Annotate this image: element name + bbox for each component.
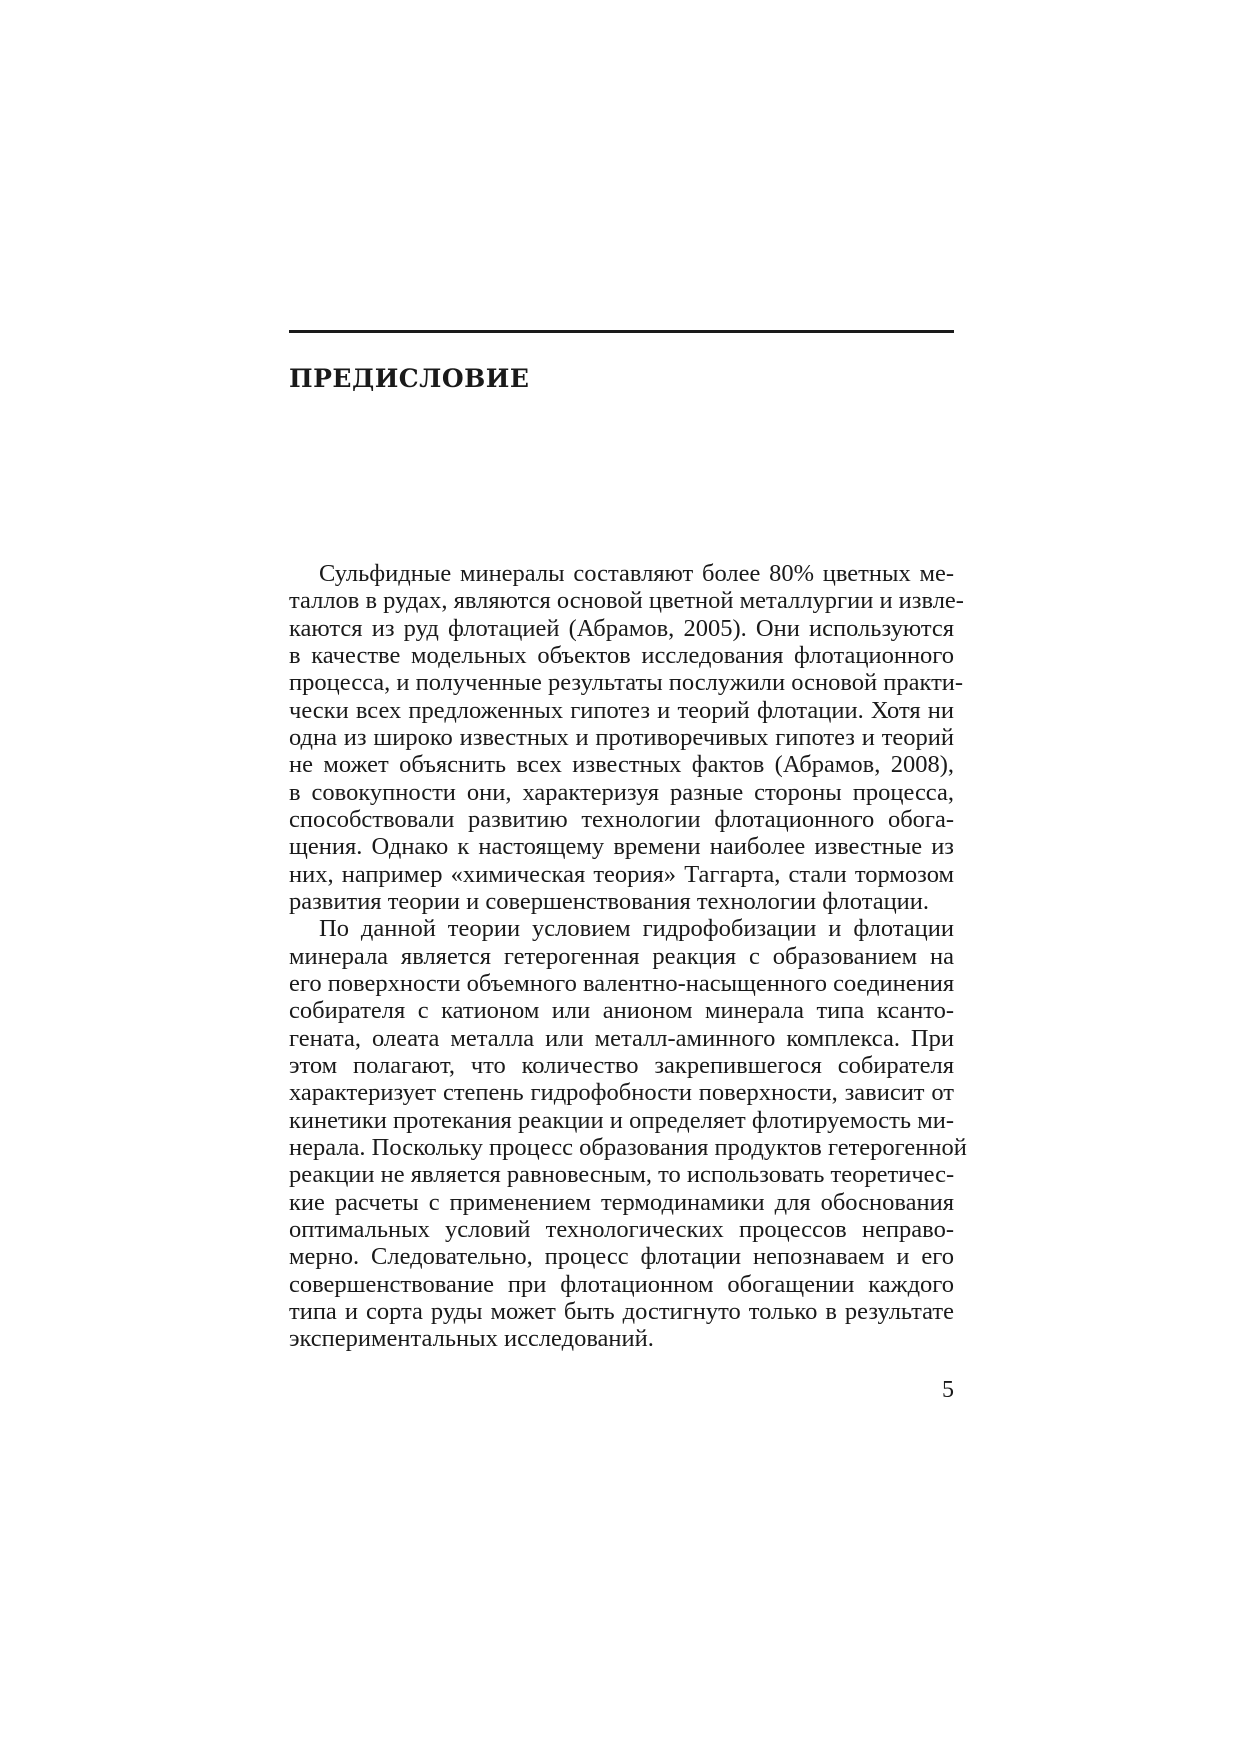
text-line: процесса, и полученные результаты послужили основой практи- — [289, 669, 964, 697]
text-line: гената, олеата металла или металл-аминного комплекса. При — [289, 1024, 954, 1052]
text-line: кие расчеты с применением термодинамики для обоснования — [289, 1188, 954, 1216]
text-line: экспериментальных исследований. — [289, 1325, 654, 1353]
text-line: реакции не является равновесным, то использовать теоретичес- — [289, 1161, 955, 1189]
text-line: минерала является гетерогенная реакция с образованием на — [289, 942, 954, 970]
page-number: 5 — [942, 1377, 954, 1403]
text-line: в качестве модельных объектов исследования флотационного — [289, 641, 954, 669]
text-line: них, например «химическая теория» Таггарта, стали тормозом — [289, 860, 954, 888]
text-line: его поверхности объемного валентно-насыщенного соединения — [289, 969, 955, 997]
text-line: каются из руд флотацией (Абрамов, 2005). Они используются — [289, 614, 954, 642]
body-text — [289, 560, 967, 1353]
text-line: оптимальных условий технологических процессов неправо- — [289, 1215, 954, 1243]
text-line: таллов в рудах, являются основой цветной металлургии и извле- — [289, 587, 964, 615]
heading-rule — [289, 330, 954, 333]
text-line: развития теории и совершенствования технологии флотации. — [289, 887, 930, 915]
text-line: характеризует степень гидрофобности поверхности, зависит от — [289, 1079, 954, 1107]
text-line: чески всех предложенных гипотез и теорий флотации. Хотя ни — [289, 696, 954, 724]
text-line: Сульфидные минералы составляют более 80% цветных ме- — [319, 560, 954, 587]
text-line: способствовали развитию технологии флотационного обога- — [289, 805, 954, 833]
text-line: По данной теории условием гидрофобизации и флотации — [319, 915, 954, 943]
text-line: мерно. Следовательно, процесс флотации непознаваем и его — [289, 1243, 954, 1271]
text-line: щения. Однако к настоящему времени наиболее известные из — [289, 833, 954, 861]
text-line: собирателя с катионом или анионом минерала типа ксанто- — [289, 997, 954, 1025]
text-line: нерала. Поскольку процесс образования продуктов гетерогенной — [289, 1133, 967, 1161]
text-line: совершенствование при флотационном обогащении каждого — [289, 1270, 954, 1298]
text-line: в совокупности они, характеризуя разные стороны процесса, — [289, 778, 954, 806]
text-line: одна из широко известных и противоречивых гипотез и теорий — [289, 723, 954, 751]
text-line: не может объяснить всех известных фактов (Абрамов, 2008), — [289, 751, 954, 779]
paragraph — [289, 560, 964, 915]
text-line: этом полагают, что количество закрепившегося собирателя — [289, 1051, 954, 1079]
paragraph — [289, 915, 967, 1353]
page-heading: ПРЕДИСЛОВИЕ — [289, 364, 530, 393]
text-line: типа и сорта руды может быть достигнуто только в результате — [289, 1297, 954, 1325]
text-line: кинетики протекания реакции и определяет флотируемость ми- — [289, 1106, 954, 1134]
